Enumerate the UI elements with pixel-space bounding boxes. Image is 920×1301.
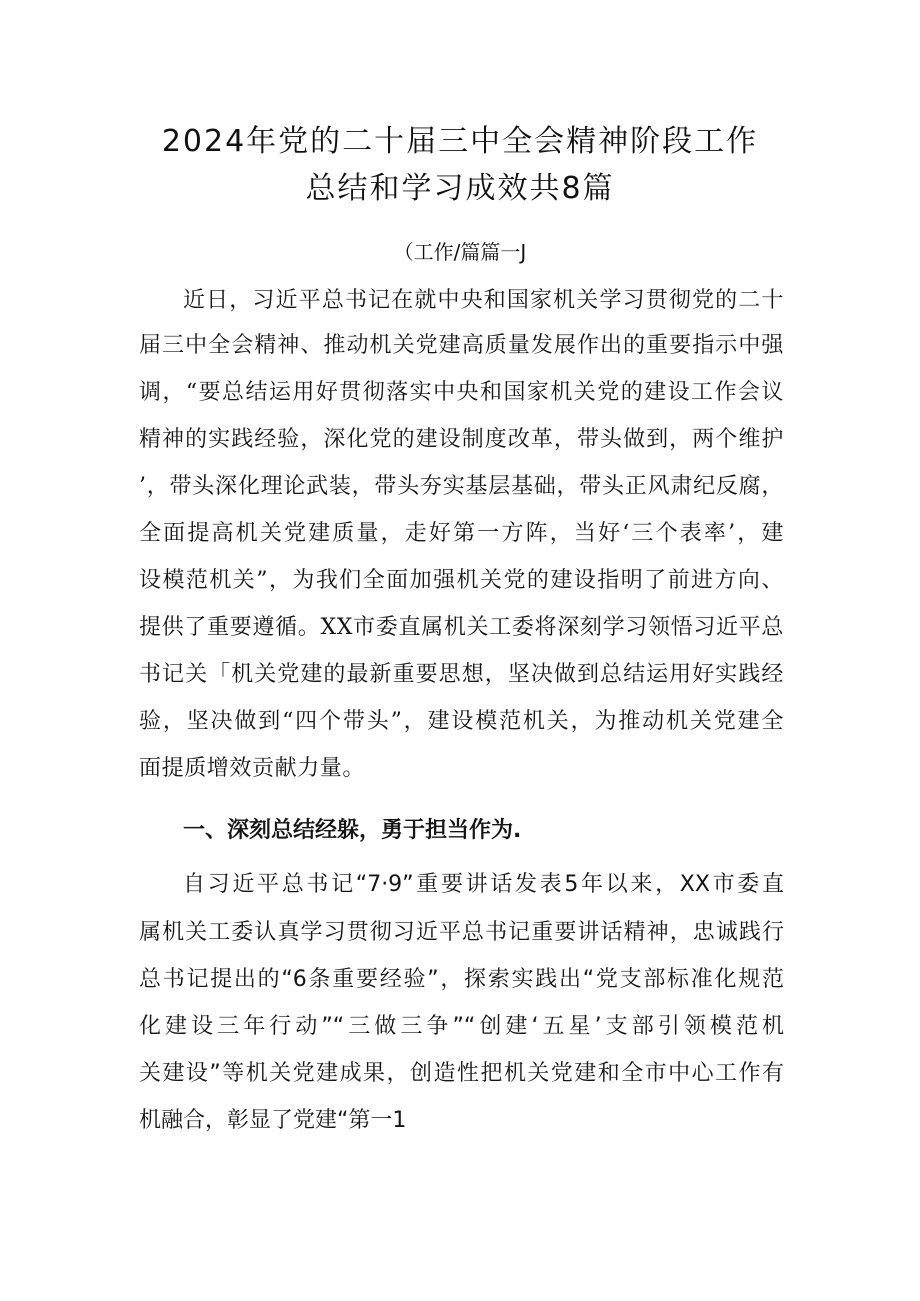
paragraph-1-line: 届三中全会精神、推动机关党建高质量发展作出的重要指示中强 [139, 333, 784, 358]
paragraph-2-line: 属机关工委认真学习贯彻习近平总书记重要讲话精神，忠诚践行 [139, 920, 784, 945]
paragraph-1-line: 面提质增效贡献力量。 [139, 756, 366, 781]
paragraph-2-line: 机融合，彰显了党建“第一1 [139, 1108, 407, 1133]
paragraph-1-line: 设模范机关”，为我们全面加强机关党的建设指明了前进方向、 [139, 568, 784, 593]
paragraph-1-line: 全面提高机关党建质量，走好第一方阵，当好‘三个表率’，建 [139, 521, 784, 546]
document-subheading: （工作/篇篇一J [393, 240, 527, 264]
paragraph-1-line: 近日，习近平总书记在就中央和国家机关学习贯彻党的二十 [183, 288, 784, 313]
paragraph-2-line: 化建设三年行动”“三做三争”“创建‘五星’支部引领模范机 [139, 1014, 784, 1039]
paragraph-1-line: 提供了重要遵循。XX市委直属机关工委将深刻学习领悟习近平总 [139, 615, 784, 640]
paragraph-1-line: 验，坚决做到“四个带头”，建设模范机关，为推动机关党建全 [139, 709, 784, 734]
paragraph-1-line: ’，带头深化理论武装，带头夯实基层基础，带头正风肃纪反腐， [139, 474, 784, 499]
paragraph-1-line: 精神的实践经验，深化党的建设制度改革，带头做到，两个维护 [139, 427, 784, 452]
paragraph-1-line: 书记关「机关党建的最新重要思想，坚决做到总结运用好实践经 [139, 662, 784, 687]
paragraph-2-line: 总书记提出的“6条重要经验”，探索实践出“党支部标准化规范 [139, 967, 784, 992]
document-title-line-2: 总结和学习成效共8篇 [305, 171, 615, 206]
paragraph-2-line: 自习近平总书记“7·9”重要讲话发表5年以来，XX市委直 [183, 872, 784, 897]
section-heading: 一、深刻总结经躲，勇于担当作为. [183, 818, 522, 843]
paragraph-2-line: 关建设”等机关党建成果，创造性把机关党建和全市中心工作有 [139, 1061, 784, 1086]
document-title-line-1: 2024年党的二十届三中全会精神阶段工作 [161, 124, 759, 159]
paragraph-1-line: 调，“要总结运用好贯彻落实中央和国家机关党的建设工作会议 [139, 380, 784, 405]
